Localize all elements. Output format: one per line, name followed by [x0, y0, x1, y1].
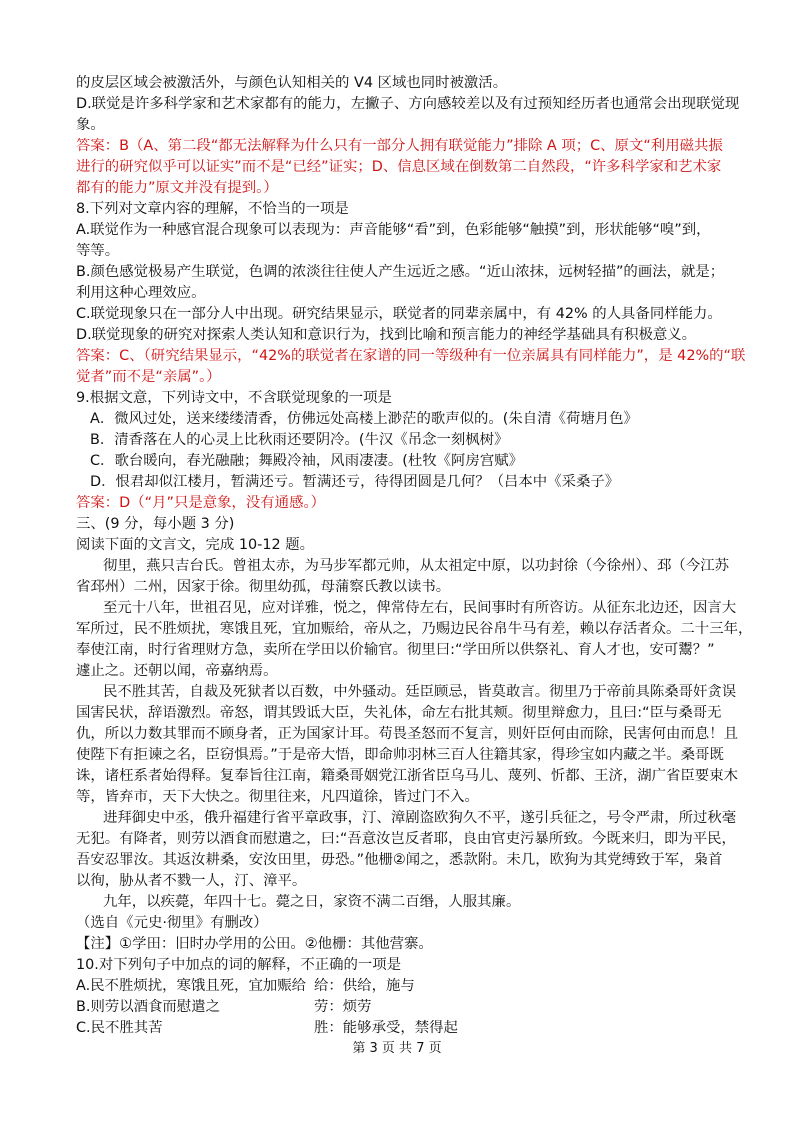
- passage-line: 军所过，民不胜烦扰，寒饿且死，宜加赈给，帝从之，乃赐边民谷帛牛马有差，赖以存活者众。二十三年，: [76, 621, 753, 637]
- document-body: [76, 73, 753, 1039]
- passage-line: 进拜御史中丞，俄升福建行省平章政事，汀、漳剧盗欧狗久不平，遂引兵征之，号令严肃，所过秋毫: [103, 810, 737, 826]
- passage-line: 九年，以疾薨，年四十七。薨之日，家资不满二百缗，人服其廉。: [103, 894, 521, 910]
- option-line: C．歌台暖向，春光融融；舞殿冷袖，风雨凄凄。(杜牧《阿房宫赋》: [90, 453, 523, 469]
- text-line: 的皮层区域会被激活外，与颜色认知相关的 V4 区域也同时被激活。: [76, 75, 508, 91]
- option-line: A．微风过处，送来缕缕清香，仿佛远处高楼上渺茫的歌声似的。(朱自清《荷塘月色》: [90, 411, 638, 427]
- passage-line: 彻里，燕只吉台氏。曾祖太赤，为马步军都元帅，从太祖定中原，以功封徐（今徐州）、邳（今江苏: [103, 558, 729, 574]
- passage-line: 使陛下有拒谏之名，臣窃惧焉。”于是帝大悟，即命帅羽林三百人往籍其家，得珍宝如内藏之半。桑哥既: [76, 747, 724, 763]
- option-line: B．清香落在人的心灵上比秋雨还要阴冷。(牛汉《吊念一刻枫树》: [90, 432, 509, 448]
- passage-line: 遽止之。还朝以闻，帝嘉纳焉。: [76, 663, 278, 679]
- option-row-a: [76, 976, 724, 997]
- option-row-b: [76, 997, 724, 1018]
- question-9: 9.根据文意，下列诗文中，不含联觉现象的一项是: [76, 390, 392, 406]
- option-gloss: 给：供给，施与: [314, 978, 415, 994]
- question-8: 8.下列对文章内容的理解，不恰当的一项是: [76, 201, 349, 217]
- answer-line: 觉者”而不是“亲属”。）: [76, 369, 221, 385]
- option-sentence: C.民不胜其苦: [76, 1020, 163, 1036]
- passage-line: 等，皆弃市，天下大快之。彻里往来，凡四道徐，皆过门不入。: [76, 789, 479, 805]
- passage-line: 无犯。有降者，则劳以酒食而慰遣之，曰:“吾意汝岂反者耶，良由官吏污暴所致。今既来归，即为平民，: [76, 831, 736, 847]
- passage-line: 民不胜其苦，自裁及死狱者以百数，中外骚动。廷臣顾忌，皆莫敢言。彻里乃于帝前具陈桑哥奸贪误: [103, 684, 737, 700]
- passage-line: 国害民状，辞语激烈。帝怒，谓其毁诋大臣，失礼体，命左右批其颊。彻里辩愈力，且曰:“臣与桑哥无: [76, 705, 722, 721]
- passage-line: 省邳州）二州，因家于徐。彻里幼孤，母蒲察氏教以读书。: [76, 579, 451, 595]
- option-line: D.联觉现象的研究对探索人类认知和意识行为，找到比喻和预言能力的神经学基础具有积极意义。: [76, 327, 697, 343]
- passage-line: 吾安忍罪汝。其返汝耕桑，安汝田里，毋恐。”他栅②闻之，悉款附。未几，欧狗为其党缚致于军，枭首: [76, 852, 723, 868]
- option-gloss: 胜：能够承受，禁得起: [314, 1020, 458, 1036]
- option-line: 等等。: [76, 243, 120, 259]
- passage-line: 以徇，胁从者不戮一人，汀、漳平。: [76, 873, 307, 889]
- page-number: 第 3 页 共 7 页: [352, 1041, 442, 1056]
- passage-line: 诛，诸枉系者始得释。复奉旨往江南，籍桑哥姻党江浙省臣乌马儿、蔑列、忻都、王济，湖广省臣要束木: [76, 768, 738, 784]
- option-row-c: [76, 1018, 724, 1039]
- note-line: 【注】①学田：旧时办学用的公田。②他栅：其他营寨。: [76, 936, 433, 952]
- option-line: D．恨君却似江楼月，暂满还亏。暂满还亏，待得团圆是几何？（吕本中《采桑子》: [90, 474, 620, 490]
- option-sentence: A.民不胜烦扰，寒饿且死，宜加赈给: [76, 978, 307, 994]
- passage-line: 仇，所以力数其罪而不顾身者，正为国家计耳。苟畏圣怒而不复言，则奸臣何由而除，民害何由而息！且: [76, 726, 738, 742]
- option-line: C.联觉现象只在一部分人中出现。研究结果显示，联觉者的同辈亲属中，有 42% 的人具备同样能力。: [76, 306, 722, 322]
- answer-line: 答案：B（A、第二段“都无法解释为什么只有一部分人拥有联觉能力”排除 A 项；C、原文“利用磁共振: [76, 138, 723, 154]
- source-line: （选自《元史·彻里》有删改）: [76, 915, 268, 931]
- answer-line: 答案：C、（研究结果显示，“42%的联觉者在家谱的同一等级种有一位亲属具有同样能力”，是 42%的“联: [76, 348, 746, 364]
- option-d-line: 象。: [76, 117, 105, 133]
- option-line: 利用这种心理效应。: [76, 285, 206, 301]
- option-d-line: D.联觉是许多科学家和艺术家都有的能力，左撇子、方向感较差以及有过预知经历者也通常会出现联觉现: [76, 96, 740, 112]
- section-heading: 三、(9 分，每小题 3 分): [76, 516, 235, 532]
- instruction-line: 阅读下面的文言文，完成 10-12 题。: [76, 537, 315, 553]
- answer-line: 进行的研究似乎可以证实”而不是“已经”证实；D、信息区域在倒数第二自然段，“许多科学家和艺术家: [76, 159, 722, 175]
- question-10: 10.对下列句子中加点的词的解释，不正确的一项是: [76, 957, 402, 973]
- option-gloss: 劳：烦劳: [314, 999, 372, 1015]
- option-sentence: B.则劳以酒食而慰遣之: [76, 999, 220, 1015]
- passage-line: 至元十八年，世祖召见，应对详雅，悦之，俾常侍左右，民间事时有所咨访。从征东北边还，因言大: [103, 600, 737, 616]
- passage-line: 奉使江南，时行省理财方急，卖所在学田以价输官。彻里曰:“学田所以供祭礼、育人才也，安可鬻？”: [76, 642, 715, 658]
- option-line: A.联觉作为一种感官混合现象可以表现为：声音能够“看”到，色彩能够“触摸”到，形状能够“嗅”到，: [76, 222, 711, 238]
- option-line: B.颜色感觉极易产生联觉，色调的浓淡往往使人产生远近之感。“近山浓抹，远树轻描”的画法，就是；: [76, 264, 725, 280]
- answer-line: 答案：D（“月”只是意象，没有通感。）: [76, 495, 326, 511]
- answer-line: 都有的能力”原文并没有提到。）: [76, 180, 278, 196]
